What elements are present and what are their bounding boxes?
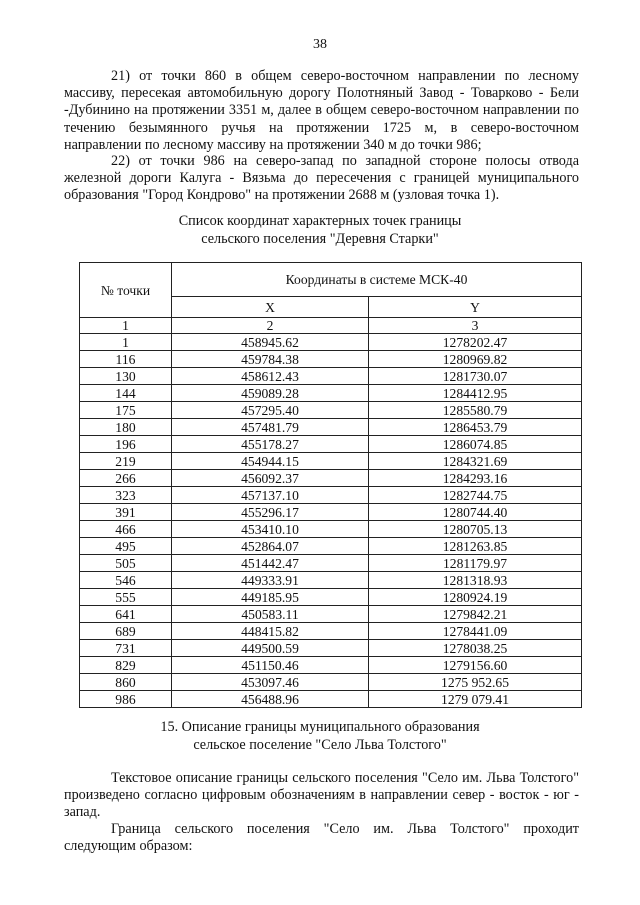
cell-y: 1280924.19 [369, 589, 582, 606]
cell-y: 1279156.60 [369, 657, 582, 674]
table-row [80, 521, 582, 538]
paragraph-text: 21) от точки 860 в общем северо-восточном направлении по лесному массиву, пересекая автомобильную дорогу Полотняный Завод - Товарково - Бели -Дубинино на протяжении 3351 м, далее в общем северо-восточном направлении по течению безымянного ручья на протяжении 1725 м, в северо-восточном направлении по лесному массиву на протяжении 340 м до точки 986; [64, 68, 579, 153]
cell-point: 466 [80, 521, 172, 538]
cell-point: 495 [80, 538, 172, 555]
cell-y: 1281730.07 [369, 368, 582, 385]
cell-point: 986 [80, 691, 172, 708]
cell-y: 1278202.47 [369, 334, 582, 351]
cell-x: 449333.91 [172, 572, 369, 589]
cell-point: 546 [80, 572, 172, 589]
cell-point: 641 [80, 606, 172, 623]
cell-y: 1280969.82 [369, 351, 582, 368]
cell-y: 1280705.13 [369, 521, 582, 538]
cell-point: 196 [80, 436, 172, 453]
cell-point: 555 [80, 589, 172, 606]
cell-x: 451442.47 [172, 555, 369, 572]
table-title-line1: Список координат характерных точек границы [178, 213, 462, 229]
table-row [80, 674, 582, 691]
cell-x: 454944.15 [172, 453, 369, 470]
cell-x: 457295.40 [172, 402, 369, 419]
table-row [80, 470, 582, 487]
cell-y: 1279842.21 [369, 606, 582, 623]
cell-x: 459784.38 [172, 351, 369, 368]
cell-y: 1279 079.41 [369, 691, 582, 708]
cell-point: 731 [80, 640, 172, 657]
cell-x: 449500.59 [172, 640, 369, 657]
cell-point: 180 [80, 419, 172, 436]
section-heading-line1: 15. Описание границы муниципального образования [160, 719, 480, 735]
table-row [80, 640, 582, 657]
table-body [80, 334, 582, 708]
table-row [80, 504, 582, 521]
cell-x: 448415.82 [172, 623, 369, 640]
column-number-1: 1 [80, 318, 172, 334]
cell-point: 829 [80, 657, 172, 674]
cell-x: 451150.46 [172, 657, 369, 674]
cell-x: 458945.62 [172, 334, 369, 351]
paragraph-text: Текстовое описание границы сельского поселения "Село им. Льва Толстого" произведено согласно цифровым обозначениям в направлении север - восток - юг - запад. [64, 770, 579, 821]
table-row [80, 623, 582, 640]
cell-y: 1284321.69 [369, 453, 582, 470]
table-title-line2: сельского поселения "Деревня Старки" [201, 230, 439, 247]
header-y: Y [369, 297, 582, 318]
cell-x: 456488.96 [172, 691, 369, 708]
cell-x: 449185.95 [172, 589, 369, 606]
cell-y: 1281263.85 [369, 538, 582, 555]
coordinates-table [79, 262, 582, 708]
cell-y: 1280744.40 [369, 504, 582, 521]
cell-point: 266 [80, 470, 172, 487]
table-row [80, 368, 582, 385]
cell-y: 1282744.75 [369, 487, 582, 504]
cell-x: 455296.17 [172, 504, 369, 521]
table-row [80, 436, 582, 453]
paragraph-item-22 [64, 153, 579, 205]
cell-y: 1278441.09 [369, 623, 582, 640]
cell-x: 452864.07 [172, 538, 369, 555]
cell-x: 456092.37 [172, 470, 369, 487]
table-row [80, 691, 582, 708]
table-row [80, 419, 582, 436]
cell-point: 1 [80, 334, 172, 351]
table-row [80, 385, 582, 402]
table-row [80, 453, 582, 470]
paragraph-text: 22) от точки 986 на северо-запад по западной стороне полосы отвода железной дороги Калуга - Вязьма до пересечения с границей муниципального образования "Город Кондрово" на протяжении 2688 м (узловая точка 1). [64, 153, 579, 204]
cell-x: 450583.11 [172, 606, 369, 623]
header-coordinates: Координаты в системе МСК-40 [172, 263, 582, 297]
paragraph-text-description [64, 770, 579, 822]
cell-x: 453410.10 [172, 521, 369, 538]
header-point-number: № точки [80, 263, 172, 318]
section-heading-line2: сельское поселение "Село Льва Толстого" [193, 736, 447, 753]
paragraph-boundary-passes [64, 821, 579, 855]
table-row [80, 538, 582, 555]
paragraph-item-21 [64, 68, 579, 154]
cell-point: 219 [80, 453, 172, 470]
cell-point: 505 [80, 555, 172, 572]
cell-point: 689 [80, 623, 172, 640]
column-number-3: 3 [369, 318, 582, 334]
cell-x: 453097.46 [172, 674, 369, 691]
table-row [80, 334, 582, 351]
section-heading [0, 719, 640, 754]
column-number-2: 2 [172, 318, 369, 334]
cell-y: 1278038.25 [369, 640, 582, 657]
cell-y: 1284412.95 [369, 385, 582, 402]
cell-y: 1281318.93 [369, 572, 582, 589]
table-row [80, 589, 582, 606]
paragraph-text: Граница сельского поселения "Село им. Льва Толстого" проходит следующим образом: [64, 821, 579, 855]
cell-point: 116 [80, 351, 172, 368]
table-row [80, 487, 582, 504]
cell-y: 1286074.85 [369, 436, 582, 453]
header-x: X [172, 297, 369, 318]
table-row [80, 572, 582, 589]
cell-x: 457481.79 [172, 419, 369, 436]
table-row [80, 657, 582, 674]
cell-y: 1286453.79 [369, 419, 582, 436]
cell-point: 175 [80, 402, 172, 419]
table-row [80, 351, 582, 368]
table-row [80, 402, 582, 419]
cell-x: 457137.10 [172, 487, 369, 504]
cell-y: 1275 952.65 [369, 674, 582, 691]
cell-point: 323 [80, 487, 172, 504]
cell-x: 459089.28 [172, 385, 369, 402]
cell-y: 1284293.16 [369, 470, 582, 487]
cell-point: 130 [80, 368, 172, 385]
table-row [80, 606, 582, 623]
cell-point: 860 [80, 674, 172, 691]
table-title [0, 213, 640, 248]
cell-y: 1285580.79 [369, 402, 582, 419]
cell-point: 144 [80, 385, 172, 402]
cell-x: 458612.43 [172, 368, 369, 385]
cell-point: 391 [80, 504, 172, 521]
cell-x: 455178.27 [172, 436, 369, 453]
page-number: 38 [313, 37, 327, 52]
table-row [80, 555, 582, 572]
cell-y: 1281179.97 [369, 555, 582, 572]
